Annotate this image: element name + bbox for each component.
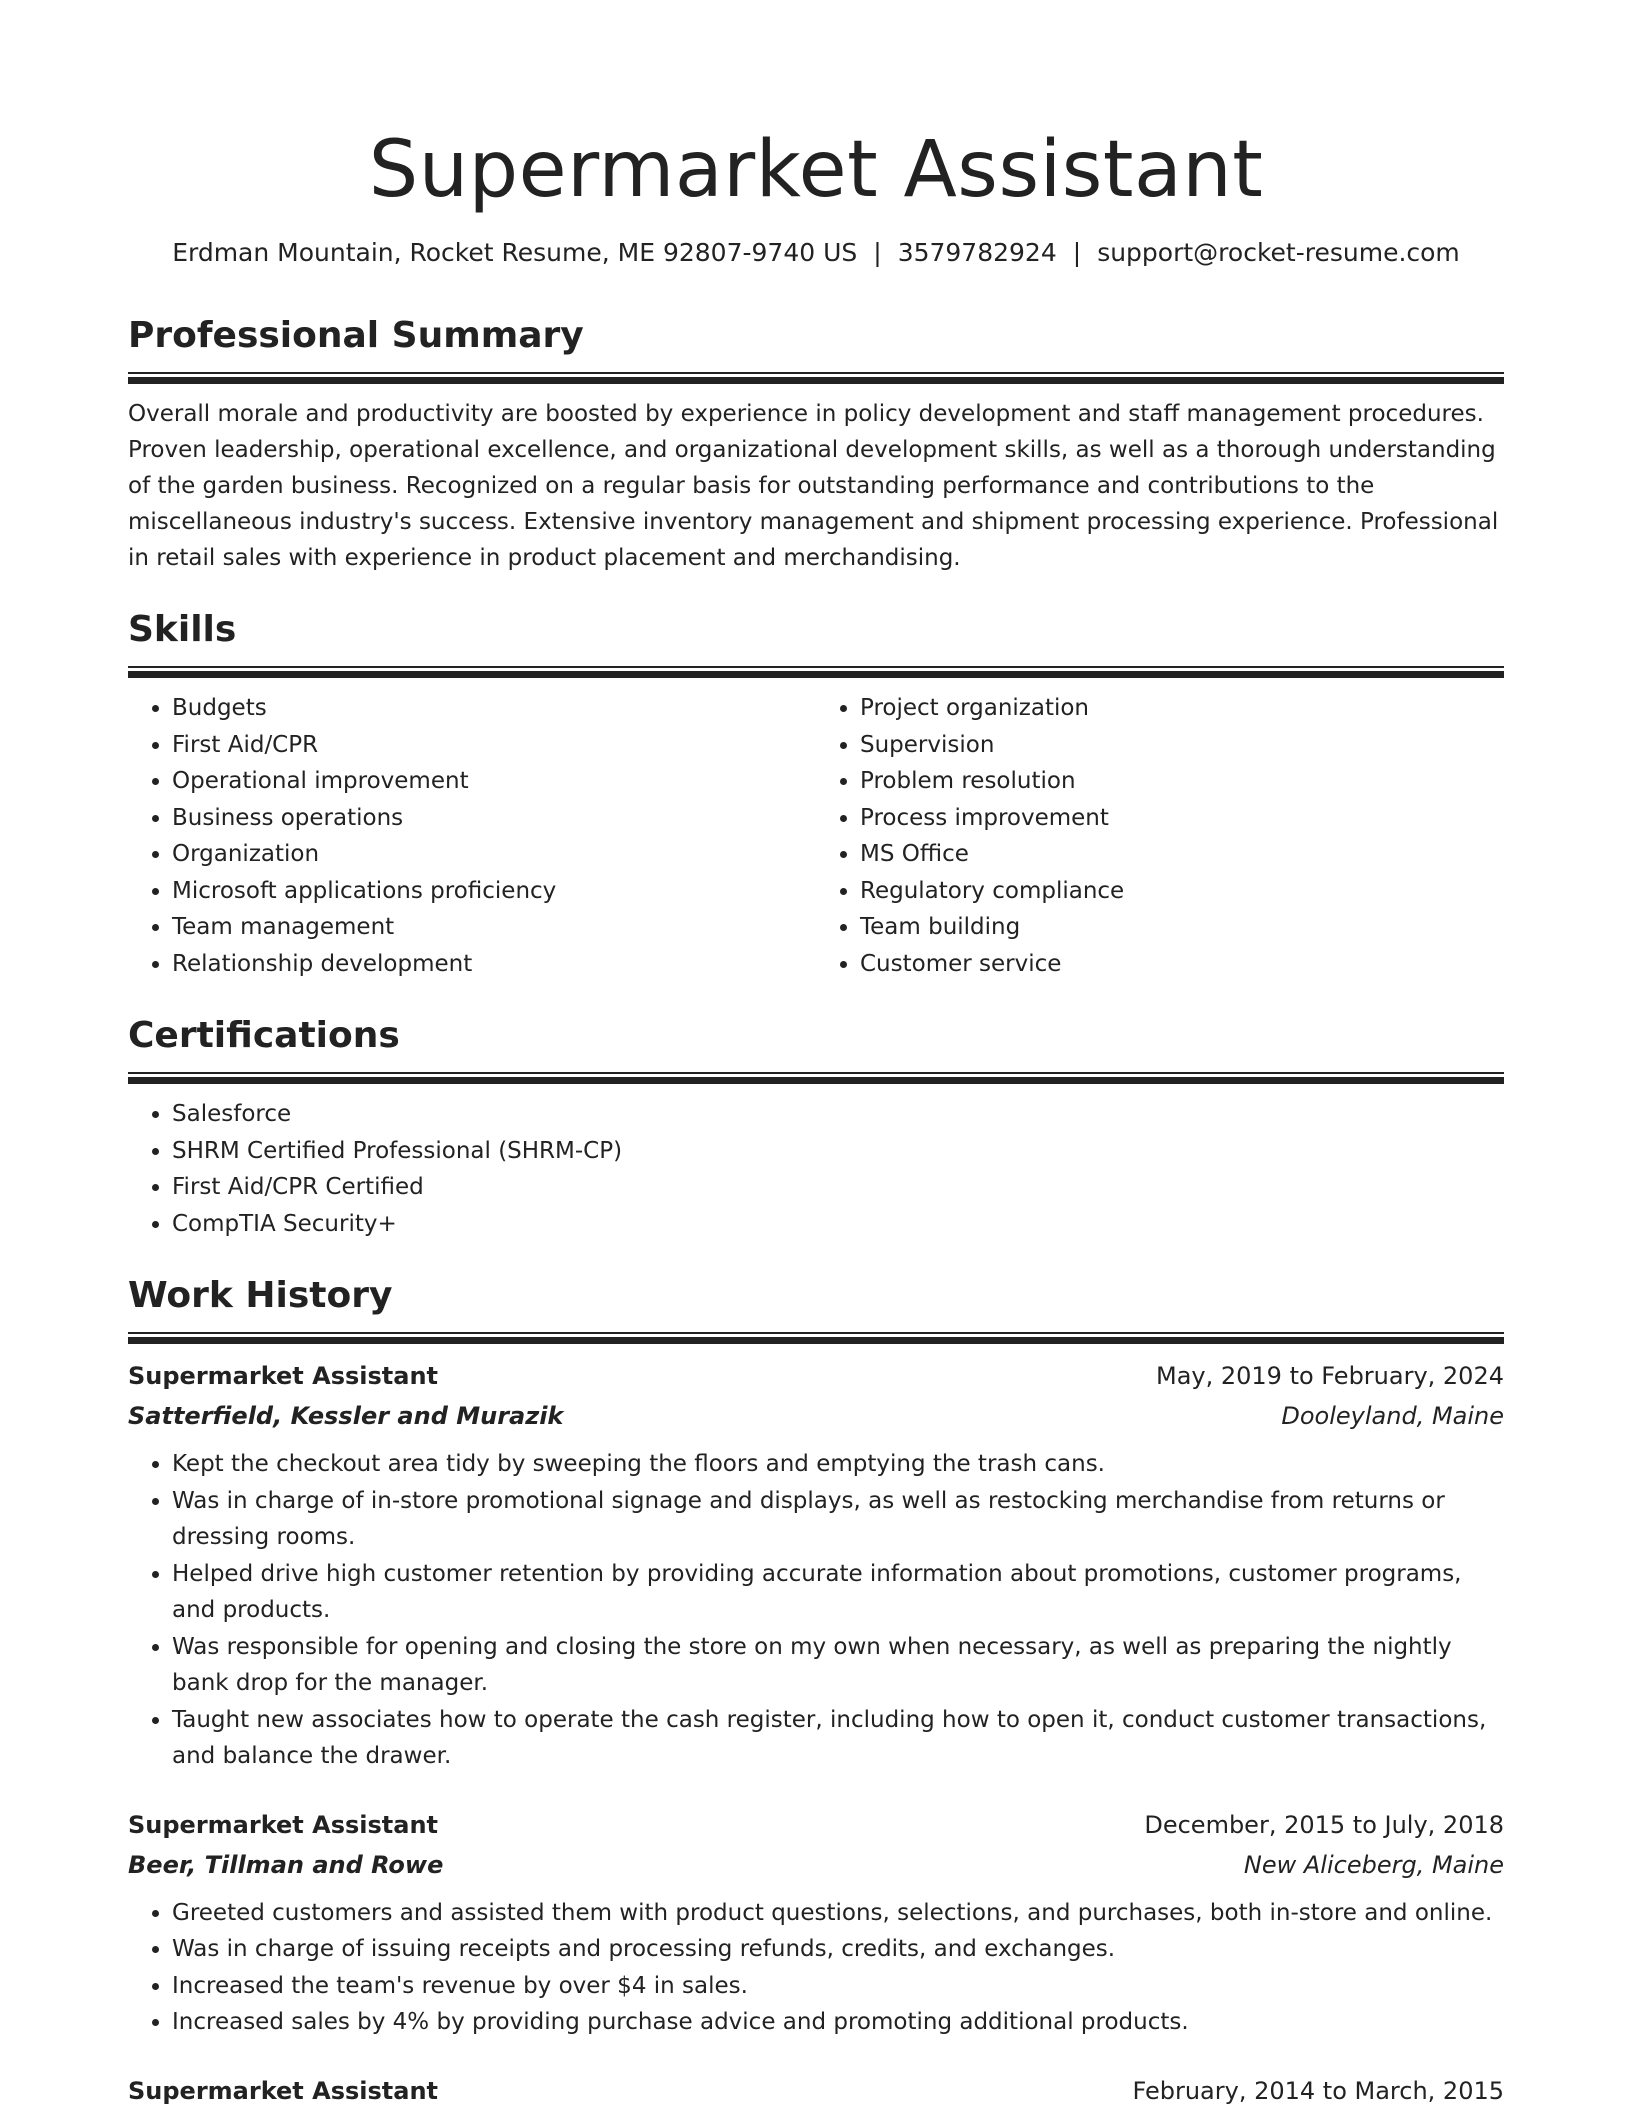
skill-item: • Project organization [860,690,1504,727]
job-duty: • Was in charge of in-store promotional signage and displays, as well as restocking merchandise from returns or dressing rooms. [172,1483,1504,1556]
skill-item: • First Aid/CPR [172,727,816,764]
job-location: New Aliceberg, Maine [1243,1850,1504,1879]
certifications-heading: Certifications [128,1015,400,1056]
skill-item: • Budgets [172,690,816,727]
section-rule [128,1072,1504,1084]
skills-list-left [128,690,816,982]
job-employer-row [128,1845,1504,1885]
certification-item: • SHRM Certified Professional (SHRM-CP) [172,1133,1504,1170]
work-heading: Work History [128,1275,393,1316]
contact-line [128,236,1504,270]
resume-title: Supermarket Assistant [368,125,1264,215]
job-entry [128,1356,1504,1775]
skill-item: • Customer service [860,946,1504,983]
certification-item: • Salesforce [172,1096,1504,1133]
contact-separator: | [1072,238,1082,267]
contact-email[interactable]: support@rocket-resume.com [1097,238,1460,267]
job-entry [128,1805,1504,2041]
contact-address: Erdman Mountain, Rocket Resume, ME 92807-9740 US [172,238,858,267]
job-entry [128,2071,1504,2111]
certification-item: • CompTIA Security+ [172,1206,1504,1243]
job-title: Supermarket Assistant [128,1810,439,1839]
job-location: Dooleyland, Maine [1281,1402,1504,1430]
skill-item: • Business operations [172,800,816,837]
job-dates: February, 2014 to March, 2015 [1132,2076,1504,2105]
skill-item: • Organization [172,836,816,873]
job-duty: • Was responsible for opening and closing the store on my own when necessary, as well as preparing the nightly bank drop for the manager. [172,1629,1504,1702]
job-duty: • Increased the team's revenue by over $4 in sales. [172,1968,1504,2005]
section-rule [128,372,1504,384]
job-header-row [128,2071,1504,2111]
skill-item: • MS Office [860,836,1504,873]
skill-item: • Operational improvement [172,763,816,800]
job-header-row [128,1805,1504,1845]
section-rule [128,1332,1504,1344]
job-dates: May, 2019 to February, 2024 [1156,1362,1504,1390]
resume-page [128,0,1504,2111]
job-duty: • Was in charge of issuing receipts and processing refunds, credits, and exchanges. [172,1931,1504,1968]
summary-text: Overall morale and productivity are boosted by experience in policy development and staff management procedures. Proven leadership, operational excellence, and organizational development skills, as well as a thorough understanding of the garden business. Recognized on a regular basis for outstanding performance and contributions to the miscellaneous industry's success. Extensive inventory management and shipment processing experience. Professional in retail sales with experience in product placement and merchandising. [128,401,1499,571]
skills-list-right [816,690,1504,982]
job-header-row [128,1356,1504,1396]
work-section [128,1272,1504,2111]
job-dates: December, 2015 to July, 2018 [1144,1810,1504,1839]
job-title: Supermarket Assistant [128,1362,439,1390]
certifications-section [128,1012,1504,1242]
skill-item: • Relationship development [172,946,816,983]
job-duties [128,1895,1504,2041]
skill-item: • Regulatory compliance [860,873,1504,910]
job-employer-row [128,1396,1504,1436]
job-duty: • Taught new associates how to operate the cash register, including how to open it, conduct customer transactions, and balance the drawer. [172,1702,1504,1775]
skills-section [128,606,1504,982]
job-employer: Satterfield, Kessler and Murazik [128,1402,564,1430]
contact-phone: 3579782924 [897,238,1057,267]
skill-item: • Team building [860,909,1504,946]
skills-columns [128,690,1504,982]
job-duty: • Greeted customers and assisted them with product questions, selections, and purchases, both in-store and online. [172,1895,1504,1932]
summary-heading: Professional Summary [128,315,584,356]
certifications-list [128,1096,1504,1242]
summary-section [128,312,1504,576]
skill-item: • Problem resolution [860,763,1504,800]
skill-item: • Process improvement [860,800,1504,837]
job-duty: • Kept the checkout area tidy by sweeping the floors and emptying the trash cans. [172,1446,1504,1483]
contact-separator: | [873,238,882,267]
job-duty: • Increased sales by 4% by providing purchase advice and promoting additional products. [172,2004,1504,2041]
job-title: Supermarket Assistant [128,2076,439,2105]
skills-heading: Skills [128,609,237,650]
section-rule [128,666,1504,678]
skill-item: • Supervision [860,727,1504,764]
skill-item: • Team management [172,909,816,946]
job-duties [128,1446,1504,1775]
certification-item: • First Aid/CPR Certified [172,1169,1504,1206]
job-duty: • Helped drive high customer retention by providing accurate information about promotions, customer programs, and products. [172,1556,1504,1629]
skill-item: • Microsoft applications proficiency [172,873,816,910]
job-employer: Beer, Tillman and Rowe [128,1850,444,1879]
